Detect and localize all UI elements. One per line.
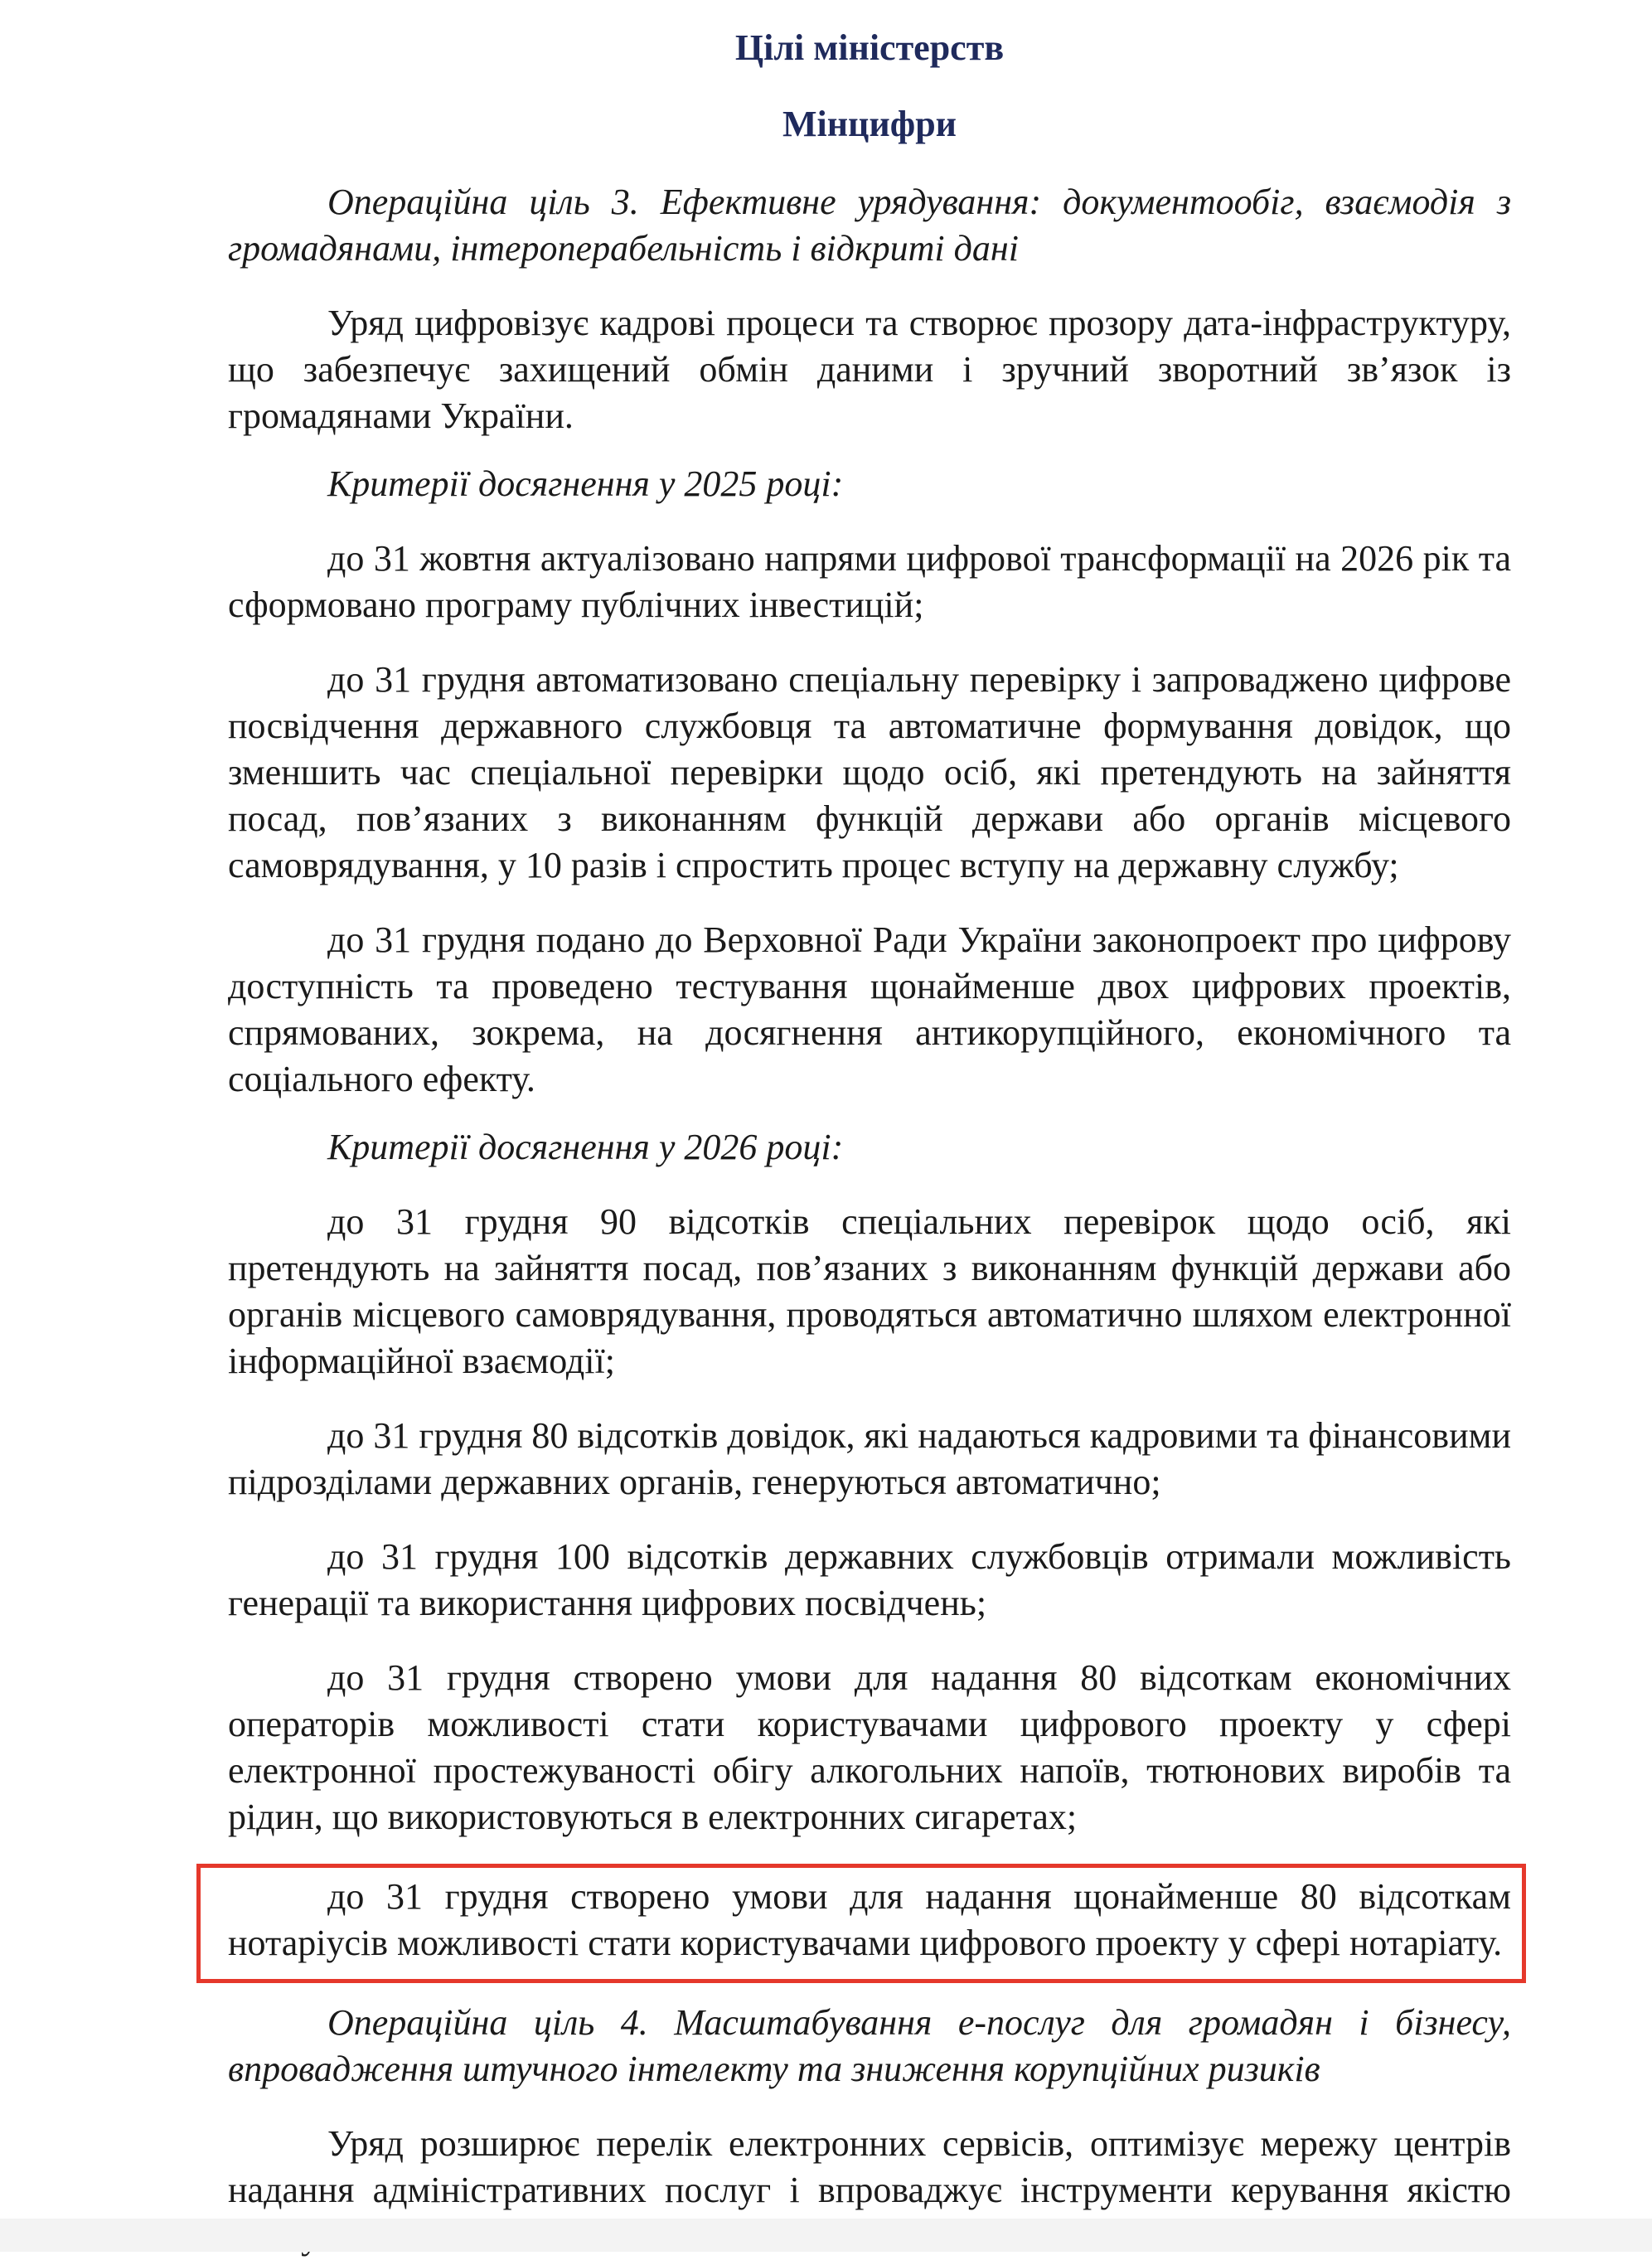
- page-subtitle: Мінцифри: [782, 104, 957, 144]
- criteria-2025-item: до 31 жовтня актуалізовано напрями цифрової трансформації на 2026 рік та сформовано програму публічних інвестицій;: [228, 538, 1511, 625]
- criteria-2026-item: до 31 грудня створено умови для надання 80 відсоткам економічних операторів можливості стати користувачами цифрового проекту у сфері електронної простежуваності обігу алкогольних напоїв, тютюнових виробів та рідин, що використовуються в електронних сигаретах;: [228, 1657, 1511, 1837]
- criteria-2026-item: до 31 грудня 100 відсотків державних службовців отримали можливість генерації та використання цифрових посвідчень;: [228, 1536, 1511, 1623]
- bottom-strip: [0, 2219, 1652, 2252]
- criteria-2025-heading: Критерії досягнення у 2025 році:: [327, 463, 844, 504]
- goal4-heading: Операційна ціль 4. Масштабування е-послуг для громадян і бізнесу, впровадження штучного інтелекту та зниження корупційних ризиків: [228, 2002, 1511, 2089]
- criteria-2026-item: до 31 грудня 80 відсотків довідок, які надаються кадровими та фінансовими підрозділами державних органів, генеруються автоматично;: [228, 1415, 1511, 1502]
- criteria-2025-item: до 31 грудня автоматизовано спеціальну перевірку і запроваджено цифрове посвідчення державного службовця та автоматичне формування довідок, що зменшить час спеціальної перевірки щодо осіб, які претендують на зайняття посад, пов’язаних з виконанням функцій держави або органів місцевого самоврядування, у 10 разів і спростить процес вступу на державну службу;: [228, 659, 1511, 885]
- page-title: Цілі міністерств: [734, 27, 1005, 68]
- goal3-intro: Уряд цифровізує кадрові процеси та створює прозору дата-інфраструктуру, що забезпечує захищений обмін даними і зручний зворотний зв’язок із громадянами України.: [228, 303, 1511, 436]
- highlighted-item-text: до 31 грудня створено умови для надання щонайменше 80 відсоткам нотаріусів можливості стати користувачами цифрового проекту у сфері нотаріату.: [228, 1876, 1511, 1963]
- document-page: [228, 0, 1511, 2260]
- goal3-heading: Операційна ціль 3. Ефективне урядування: документообіг, взаємодія з громадянами, інтероперабельність і відкриті дані: [228, 182, 1511, 269]
- highlighted-criterion: [228, 1874, 1511, 1967]
- criteria-2026-heading: Критерії досягнення у 2026 році:: [327, 1127, 844, 1167]
- goal4-intro: Уряд розширює перелік електронних сервісів, оптимізує мережу центрів надання адміністративних послуг і впроваджує інструменти керування якістю: [228, 2123, 1511, 2210]
- criteria-2026-item: до 31 грудня 90 відсотків спеціальних перевірок щодо осіб, які претендують на зайняття посад, пов’язаних з виконанням функцій держави або органів місцевого самоврядування, проводяться автоматично шляхом електронної інформаційної взаємодії;: [228, 1201, 1511, 1381]
- criteria-2025-item: до 31 грудня подано до Верховної Ради України законопроект про цифрову доступність та проведено тестування щонайменше двох цифрових проектів, спрямованих, зокрема, на досягнення антикорупційного, економічного та соціального ефекту.: [228, 919, 1511, 1099]
